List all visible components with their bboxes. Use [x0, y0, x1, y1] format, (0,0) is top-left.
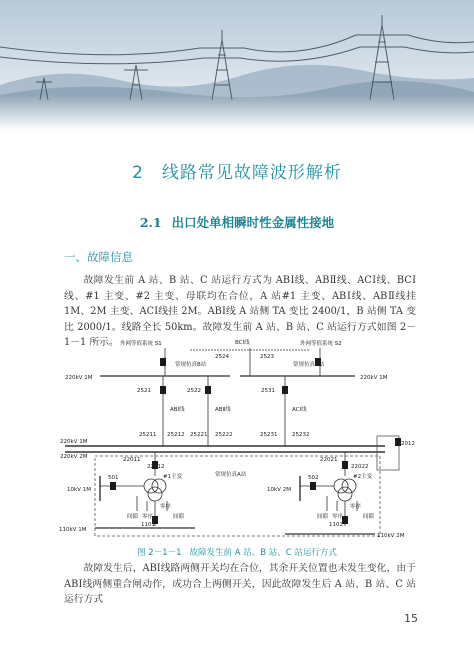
label-1102: 1102 — [329, 522, 343, 528]
label-2524: 2524 — [215, 354, 229, 360]
label-25231: 25231 — [260, 432, 278, 438]
page-number: 15 — [404, 612, 418, 625]
label-22022: 22022 — [351, 464, 369, 470]
label-zero3: 零序 — [332, 514, 344, 520]
figure-caption — [0, 546, 474, 558]
chapter-number: 2 — [132, 163, 144, 183]
label-22021: 22021 — [320, 457, 338, 463]
label-2522: 2522 — [187, 388, 201, 394]
label-ext-s2: 外网等值系统 S2 — [300, 341, 342, 347]
label-ab2-line: ABⅡ线 — [215, 407, 231, 413]
label-2531: 2531 — [261, 388, 275, 394]
label-22012: 22012 — [147, 464, 165, 470]
label-22011: 22011 — [123, 457, 141, 463]
label-2012: 2012 — [401, 441, 415, 447]
label-25222: 25222 — [215, 432, 233, 438]
label-sim-b: 常规仿真B站 — [175, 362, 207, 368]
label-25221: 25221 — [190, 432, 208, 438]
label-gap2: 间隙 — [173, 514, 185, 520]
label-502: 502 — [308, 475, 319, 481]
label-25232: 25232 — [292, 432, 310, 438]
figure-number: 图 2－1－1 — [137, 548, 182, 558]
section-heading — [0, 213, 474, 231]
label-gap4: 间隙 — [363, 514, 375, 520]
single-line-diagram — [55, 336, 425, 541]
label-bc-line: BCⅠ线 — [235, 340, 250, 346]
label-bus-110-2m: 110kV 2M — [377, 533, 405, 539]
chapter-heading — [0, 158, 474, 183]
label-ac1-line: ACⅠ线 — [292, 407, 307, 413]
label-ext-s1: 外网等值系统 S1 — [120, 341, 162, 347]
paragraph-fault-info: 故障发生前 A 站、B 站、C 站运行方式为 ABⅠ线、ABⅡ线、ACⅠ线、BCⅠ线、#1 主变、#2 主变、母联均在合位，A 站#1 主变、ABⅠ线、ABⅡ线挂 1M、2M 主变、ACⅠ线挂 2M。ABⅠ线 A 站侧 TA 变比 2400/1，B 站侧 TA 变比 2000/1。线路全长 50km。故障发生前 A 站、B 站、C 站运行方式如图 2－1－1 所示。 — [64, 275, 416, 348]
label-1101: 1101 — [141, 522, 155, 528]
label-bus-a-2m: 220kV 2M — [60, 454, 88, 460]
label-2521: 2521 — [137, 388, 151, 394]
label-ab1-line: ABⅠ线 — [170, 407, 185, 413]
figure-caption-text: 故障发生前 A 站、B 站、C 站运行方式 — [189, 548, 337, 558]
label-25211: 25211 — [139, 432, 157, 438]
label-zero2: 零序 — [160, 504, 172, 510]
label-bus-10-1m: 10kV 1M — [67, 487, 91, 493]
label-2523: 2523 — [260, 354, 274, 360]
label-zero4: 零序 — [350, 504, 362, 510]
label-25212: 25212 — [167, 432, 185, 438]
label-501: 501 — [108, 475, 119, 481]
label-sim-c: 常规仿真C站 — [293, 362, 325, 368]
paragraph-after-fault: 故障发生后，ABⅠ线路两侧开关均在合位，其余开关位置也未发生变化，由于 ABⅠ线两侧重合闸动作，成功合上两侧开关，因此故障发生后 A 站、B 站、C 站运行方式 — [64, 563, 416, 605]
section-number: 2.1 — [139, 215, 162, 230]
label-main-tr1: #1主变 — [163, 474, 183, 480]
chapter-title: 线路常见故障波形解析 — [161, 163, 342, 183]
label-gap1: 间隙 — [127, 514, 139, 520]
label-bus-220-1m-right: 220kV 1M — [360, 375, 388, 381]
label-bus-10-2m: 10kV 2M — [267, 487, 291, 493]
label-bus-220-1m-left: 220kV 1M — [65, 375, 93, 381]
label-bus-a-1m: 220kV 1M — [60, 439, 88, 445]
label-zero1: 零序 — [142, 514, 154, 520]
label-sim-a: 常规仿真A站 — [215, 472, 247, 478]
section-title: 出口处单相瞬时性金属性接地 — [171, 215, 335, 230]
subsection-heading: 一、故障信息 — [64, 250, 133, 264]
header-banner-image — [0, 0, 474, 130]
label-main-tr2: #2主变 — [353, 474, 373, 480]
label-gap3: 间隙 — [317, 514, 329, 520]
label-bus-110-1m: 110kV 1M — [59, 527, 87, 533]
